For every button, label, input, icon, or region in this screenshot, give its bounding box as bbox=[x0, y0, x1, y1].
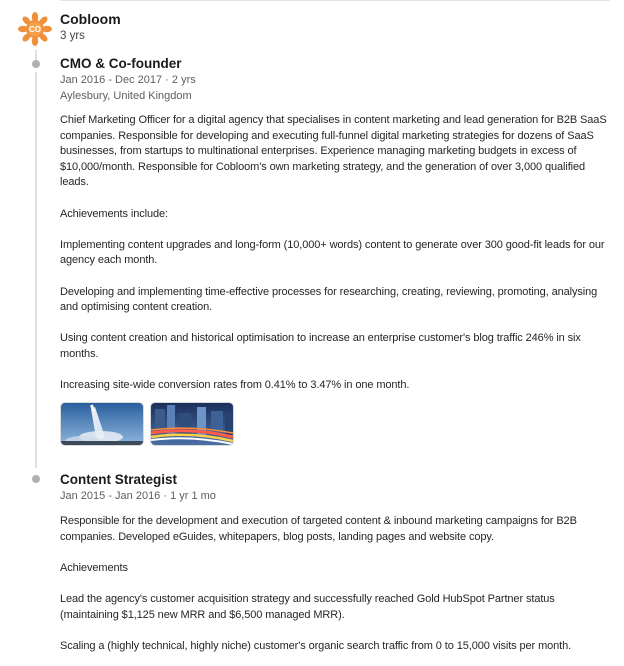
position-title[interactable]: CMO & Co-founder bbox=[60, 56, 182, 71]
position-location: Aylesbury, United Kingdom bbox=[60, 90, 192, 102]
city-light-trails-thumbnail[interactable] bbox=[150, 402, 234, 446]
position-content-strategist bbox=[60, 471, 615, 654]
svg-text:CO: CO bbox=[29, 25, 41, 34]
description-paragraph: Achievements bbox=[60, 561, 128, 574]
position-title[interactable]: Content Strategist bbox=[60, 472, 178, 487]
city-light-trails-image bbox=[151, 403, 233, 445]
company-duration: 3 yrs bbox=[60, 30, 85, 42]
section-divider bbox=[60, 0, 610, 1]
description-paragraph: Lead the agency's customer acquisition strategy and successfully reached Gold HubSpot Partner status (maintaining $1,125 new MRR and $6,500 managed MRR). bbox=[60, 592, 555, 621]
position-cmo-cofounder bbox=[60, 55, 615, 446]
description-paragraph: Responsible for the development and execution of targeted content & inbound marketing campaigns for B2B companies. Developed eGuides, whitepapers, blog posts, landing pages and website copy. bbox=[60, 515, 577, 543]
position-description bbox=[60, 113, 615, 394]
position-dates: Jan 2015 - Jan 2016 · 1 yr 1 mo bbox=[60, 490, 216, 502]
position-dates: Jan 2016 - Dec 2017 · 2 yrs bbox=[60, 74, 196, 86]
position-description bbox=[60, 514, 615, 654]
description-paragraph: Increasing site-wide conversion rates from 0.41% to 3.47% in one month. bbox=[60, 379, 410, 392]
description-paragraph: Chief Marketing Officer for a digital agency that specialises in content marketing and lead generation for B2B SaaS companies. Responsible for developing and executing full-funnel digital marketing strategies for dozens of SaaS businesses, from startups to multinational enterprises. Experience managing marketing budgets in excess of $10,000/month. Responsible for Cobloom's own marketing strategy, and the generation of over 3,000 qualified leads. bbox=[60, 114, 607, 189]
timeline-line bbox=[35, 72, 37, 468]
company-name[interactable]: Cobloom bbox=[60, 11, 121, 27]
description-paragraph: Using content creation and historical optimisation to increase an enterprise customer's blog traffic 246% in six months. bbox=[60, 332, 581, 360]
description-paragraph: Scaling a (highly technical, highly niche) customer's organic search traffic from 0 to 15,000 visits per month. bbox=[60, 639, 572, 652]
description-paragraph: Developing and implementing time-effective processes for researching, creating, reviewing, promoting, analysing and optimising content creation. bbox=[60, 285, 598, 314]
description-paragraph: Achievements include: bbox=[60, 207, 168, 220]
media-attachments bbox=[60, 402, 615, 446]
rocket-launch-thumbnail[interactable] bbox=[60, 402, 144, 446]
timeline-dot bbox=[32, 60, 40, 68]
description-paragraph: Implementing content upgrades and long-form (10,000+ words) content to generate over 300 good-fit leads for our agency each month. bbox=[60, 238, 605, 267]
rocket-launch-image bbox=[61, 403, 143, 445]
company-logo[interactable] bbox=[18, 12, 52, 46]
cobloom-logo-icon bbox=[18, 12, 52, 46]
timeline-dot bbox=[32, 475, 40, 483]
